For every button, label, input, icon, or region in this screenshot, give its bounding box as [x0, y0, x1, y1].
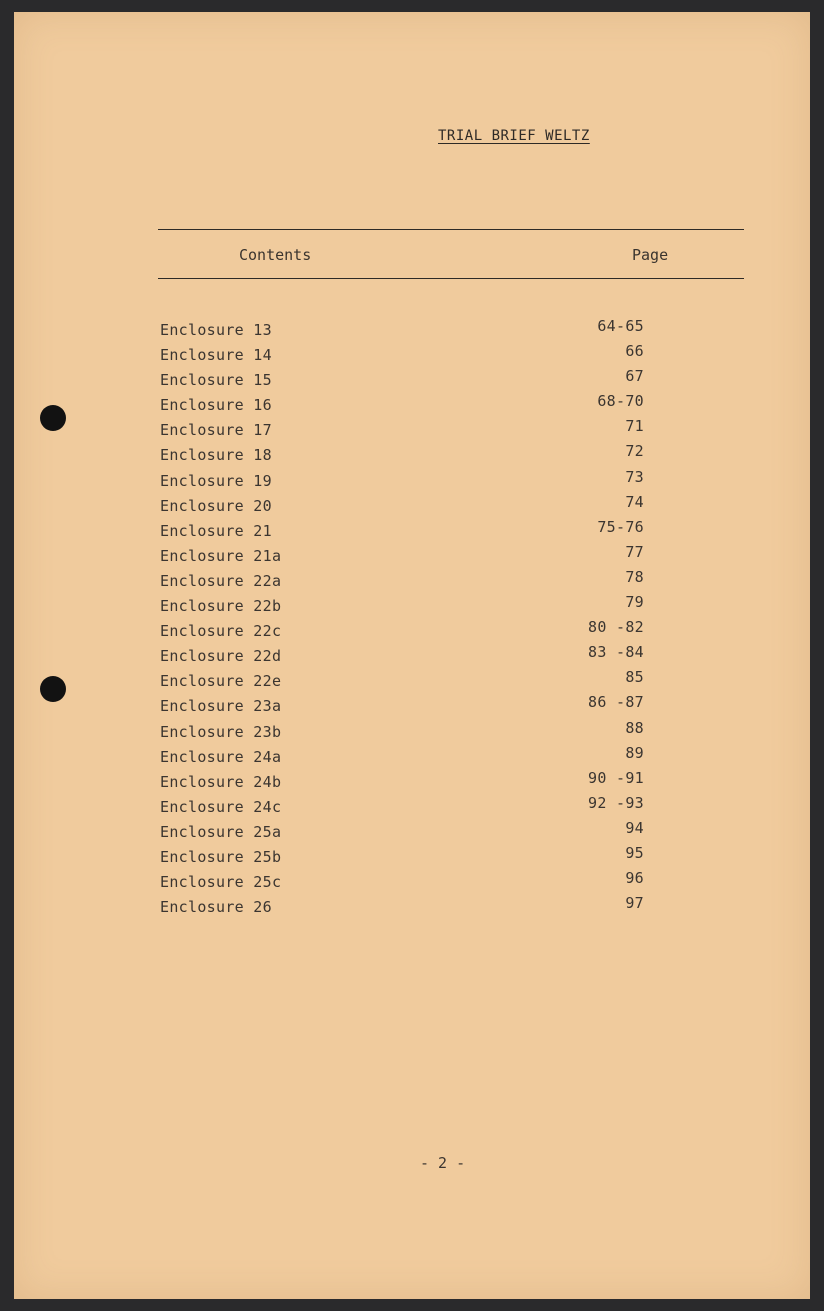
enclosure-page-range: 73 [625, 467, 644, 486]
enclosure-page-range: 67 [625, 367, 644, 386]
enclosure-label: Enclosure 26 [160, 898, 272, 917]
contents-row [158, 768, 644, 798]
punch-hole-top [40, 405, 66, 431]
enclosure-label: Enclosure 21a [160, 546, 282, 565]
contents-list [158, 317, 644, 923]
enclosure-label: Enclosure 23b [160, 722, 282, 741]
enclosure-label: Enclosure 14 [160, 346, 272, 365]
enclosure-page-range: 88 [625, 718, 644, 737]
enclosure-label: Enclosure 17 [160, 421, 272, 440]
contents-row [158, 342, 644, 371]
enclosure-page-range: 74 [625, 492, 644, 511]
enclosure-label: Enclosure 13 [160, 321, 272, 339]
enclosure-page-range: 94 [625, 818, 644, 837]
contents-row [158, 894, 644, 923]
document-title: TRIAL BRIEF WELTZ [438, 128, 590, 144]
enclosure-page-range: 83 -84 [588, 643, 644, 662]
contents-row [158, 317, 644, 346]
enclosure-label: Enclosure 25a [160, 822, 282, 841]
enclosure-label: Enclosure 25c [160, 873, 282, 892]
contents-row [158, 417, 644, 446]
enclosure-page-range: 96 [625, 869, 644, 888]
contents-row [158, 593, 644, 622]
enclosure-page-range: 77 [625, 542, 644, 561]
contents-row [158, 542, 644, 572]
page-column-header: Page [632, 246, 669, 264]
enclosure-page-range: 97 [625, 894, 644, 913]
contents-row [158, 843, 644, 873]
contents-column-header: Contents [239, 246, 312, 264]
contents-row [158, 668, 644, 697]
enclosure-label: Enclosure 22a [160, 571, 282, 590]
header-rule-top [158, 229, 744, 230]
enclosure-page-range: 64-65 [597, 317, 644, 335]
contents-row [158, 693, 644, 722]
contents-row [158, 467, 644, 497]
enclosure-label: Enclosure 15 [160, 371, 272, 390]
header-rule-bottom [158, 278, 744, 279]
contents-row [158, 869, 644, 898]
enclosure-page-range: 90 -91 [588, 768, 644, 787]
enclosure-page-range: 78 [625, 567, 644, 586]
enclosure-page-range: 86 -87 [588, 693, 644, 712]
contents-row [158, 492, 644, 522]
contents-row [158, 793, 644, 823]
enclosure-label: Enclosure 24a [160, 747, 282, 766]
enclosure-page-range: 72 [625, 442, 644, 461]
enclosure-label: Enclosure 18 [160, 446, 272, 465]
contents-row [158, 442, 644, 471]
contents-row [158, 818, 644, 848]
contents-row [158, 367, 644, 396]
enclosure-page-range: 75-76 [597, 517, 644, 536]
enclosure-label: Enclosure 21 [160, 521, 272, 540]
enclosure-label: Enclosure 16 [160, 396, 272, 415]
contents-row [158, 643, 644, 672]
enclosure-page-range: 89 [625, 743, 644, 762]
enclosure-label: Enclosure 19 [160, 471, 272, 490]
enclosure-label: Enclosure 22d [160, 647, 282, 666]
enclosure-page-range: 92 -93 [588, 793, 644, 812]
enclosure-page-range: 66 [625, 342, 644, 361]
enclosure-page-range: 95 [625, 843, 644, 862]
enclosure-page-range: 85 [625, 668, 644, 687]
enclosure-label: Enclosure 24b [160, 772, 282, 791]
punch-hole-bottom [40, 676, 66, 702]
contents-row [158, 743, 644, 773]
page-number: - 2 - [420, 1154, 466, 1172]
contents-row [158, 618, 644, 647]
enclosure-label: Enclosure 23a [160, 697, 282, 716]
contents-row [158, 567, 644, 597]
contents-row [158, 392, 644, 421]
contents-row [158, 517, 644, 547]
enclosure-label: Enclosure 25b [160, 847, 282, 866]
enclosure-page-range: 80 -82 [588, 618, 644, 637]
enclosure-label: Enclosure 24c [160, 797, 282, 816]
enclosure-page-range: 79 [625, 593, 644, 612]
enclosure-label: Enclosure 20 [160, 496, 272, 515]
enclosure-page-range: 71 [625, 417, 644, 436]
contents-row [158, 718, 644, 748]
enclosure-label: Enclosure 22e [160, 672, 282, 691]
enclosure-label: Enclosure 22c [160, 622, 282, 641]
enclosure-label: Enclosure 22b [160, 597, 282, 616]
enclosure-page-range: 68-70 [597, 392, 644, 411]
